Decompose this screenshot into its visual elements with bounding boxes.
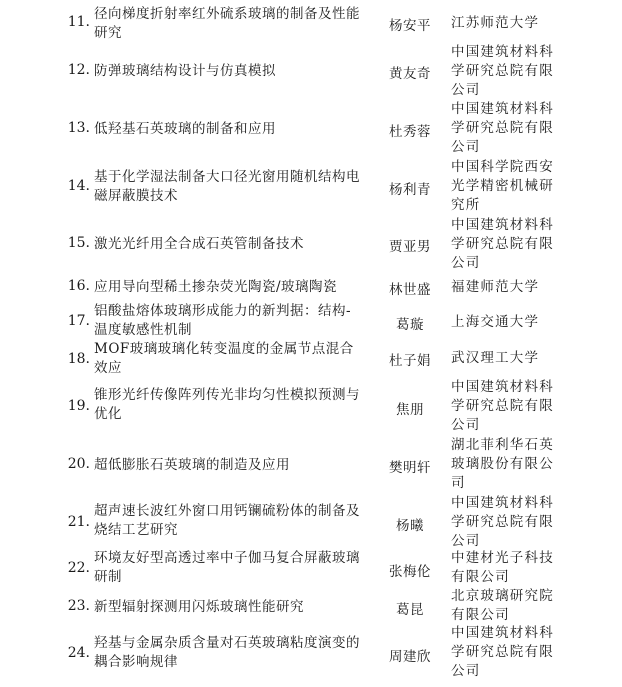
author-name: 林世盛 — [389, 282, 431, 298]
row-number: 12. — [67, 62, 90, 78]
row-number: 17. — [67, 313, 90, 329]
author-name: 葛璇 — [396, 317, 424, 333]
paper-title: 超声速长波红外窗口用钙镧硫粉体的制备及烧结工艺研究 — [94, 503, 360, 538]
institution: 湖北菲利华石英玻璃股份有限公司 — [451, 437, 554, 491]
row-number: 15. — [67, 235, 90, 251]
institution: 江苏师范大学 — [451, 15, 540, 31]
row-number: 24. — [67, 645, 90, 661]
institution: 上海交通大学 — [451, 314, 540, 330]
author-name: 贾亚男 — [389, 239, 431, 255]
author-name: 葛昆 — [396, 602, 424, 618]
row-number: 16. — [67, 278, 90, 294]
institution: 北京玻璃研究院有限公司 — [451, 588, 554, 623]
row-number: 14. — [67, 178, 90, 194]
author-name: 黄友奇 — [389, 66, 431, 82]
row-number: 20. — [67, 456, 90, 472]
paper-title: 防弹玻璃结构设计与仿真模拟 — [94, 63, 276, 79]
paper-title: 应用导向型稀土掺杂荧光陶瓷/玻璃陶瓷 — [94, 279, 338, 295]
author-name: 周建欣 — [389, 649, 431, 665]
author-name: 焦朋 — [396, 402, 424, 418]
paper-title: 激光光纤用全合成石英管制备技术 — [94, 236, 304, 252]
row-number: 23. — [67, 598, 90, 614]
paper-title: MOF玻璃玻璃化转变温度的金属节点混合效应 — [94, 341, 354, 376]
author-name: 杨安平 — [389, 18, 431, 34]
author-name: 杜秀蓉 — [389, 124, 431, 140]
author-name: 杨曦 — [396, 518, 424, 534]
institution: 福建师范大学 — [451, 279, 540, 295]
paper-title: 羟基与金属杂质含量对石英玻璃粘度演变的耦合影响规律 — [94, 635, 360, 670]
paper-title: 新型辐射探测用闪烁玻璃性能研究 — [94, 599, 304, 615]
institution: 中国建筑材料科学研究总院有限公司 — [451, 44, 554, 98]
row-number: 13. — [67, 120, 90, 136]
paper-title: 径向梯度折射率红外硫系玻璃的制备及性能研究 — [94, 6, 360, 41]
author-name: 杜子娟 — [389, 353, 431, 369]
institution: 中国科学院西安光学精密机械研究所 — [451, 159, 554, 213]
institution: 中国建筑材料科学研究总院有限公司 — [451, 625, 554, 679]
row-number: 19. — [67, 398, 90, 414]
paper-title: 铝酸盐熔体玻璃形成能力的新判据：结构-温度敏感性机制 — [94, 303, 352, 338]
paper-title: 低羟基石英玻璃的制备和应用 — [94, 121, 276, 137]
author-name: 张梅伦 — [389, 564, 431, 580]
institution: 中国建筑材料科学研究总院有限公司 — [451, 379, 554, 433]
row-number: 18. — [67, 351, 90, 367]
author-name: 杨利青 — [389, 182, 431, 198]
institution: 中国建筑材料科学研究总院有限公司 — [451, 217, 554, 271]
row-number: 22. — [67, 560, 90, 576]
paper-title: 锥形光纤传像阵列传光非均匀性模拟预测与优化 — [94, 387, 360, 422]
institution: 中国建筑材料科学研究总院有限公司 — [451, 101, 554, 155]
institution: 中建材光子科技有限公司 — [451, 550, 554, 585]
row-number: 21. — [67, 514, 90, 530]
institution: 中国建筑材料科学研究总院有限公司 — [451, 495, 554, 549]
paper-title: 基于化学湿法制备大口径光窗用随机结构电磁屏蔽膜技术 — [94, 169, 360, 204]
paper-title: 超低膨胀石英玻璃的制造及应用 — [94, 457, 290, 473]
author-name: 樊明轩 — [389, 460, 431, 476]
row-number: 11. — [67, 14, 90, 30]
paper-title: 环境友好型高透过率中子伽马复合屏蔽玻璃研制 — [94, 550, 360, 585]
institution: 武汉理工大学 — [451, 350, 540, 366]
